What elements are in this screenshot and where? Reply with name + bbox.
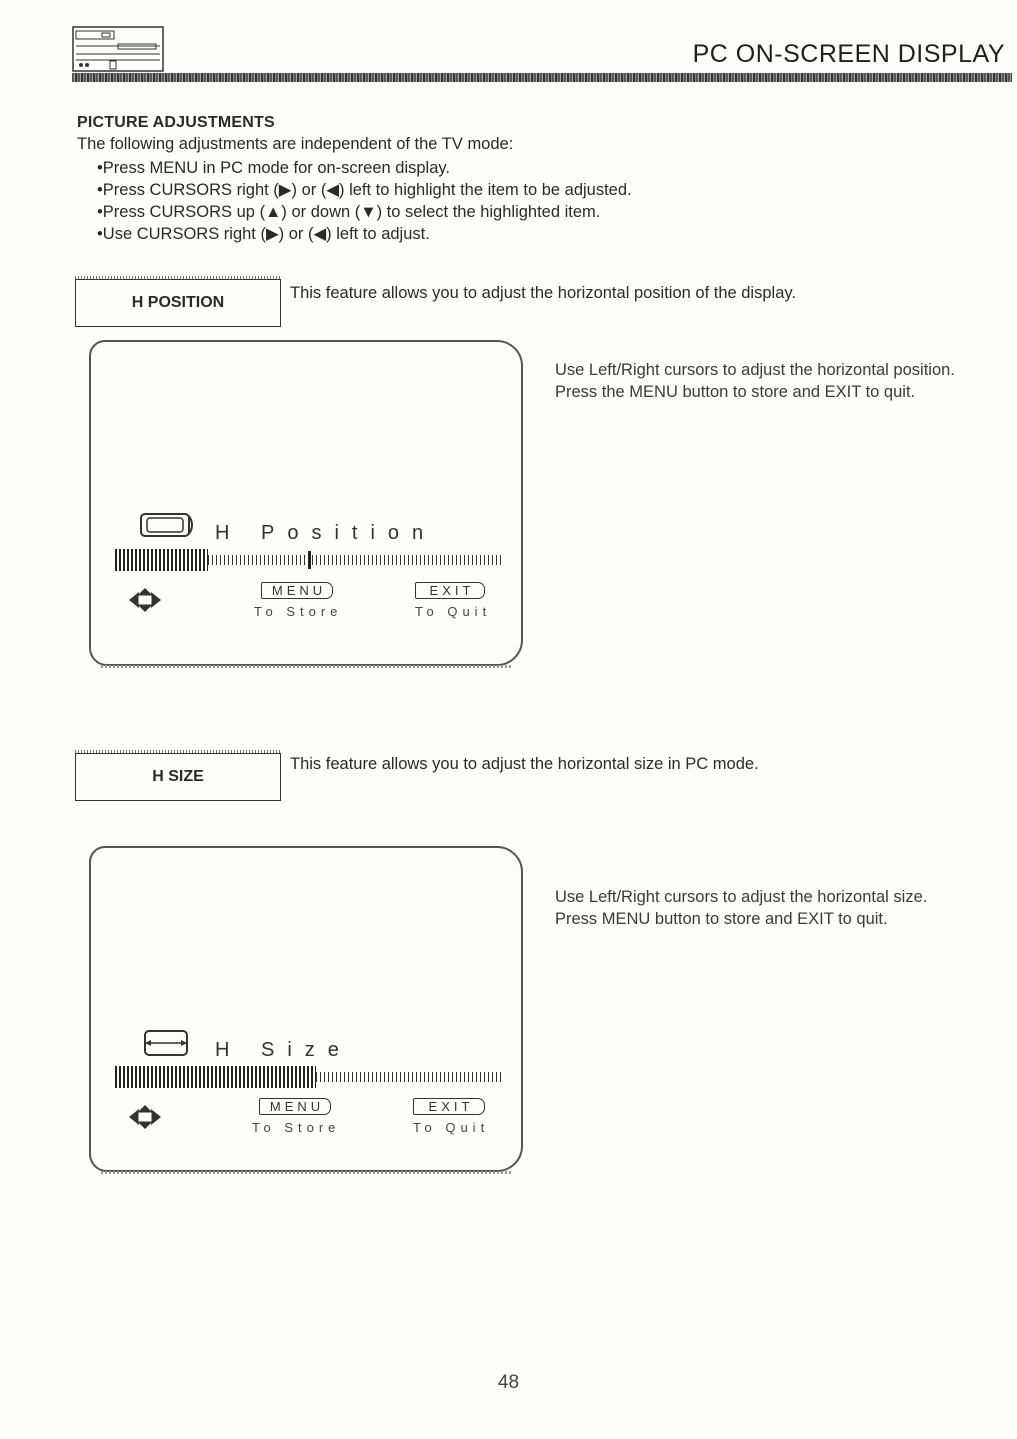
h-size-icon [139, 1028, 195, 1058]
h-size-osd-title: H Size [215, 1039, 352, 1061]
instruction-step: •Press MENU in PC mode for on-screen display. [97, 159, 451, 177]
h-size-label-box: H SIZE [75, 753, 281, 801]
h-position-level-bar [115, 549, 501, 571]
instruction-list [97, 157, 632, 245]
exit-key: EXIT [415, 582, 485, 599]
intro-text: The following adjustments are independent of the TV mode: [77, 135, 514, 153]
h-position-description: This feature allows you to adjust the horizontal position of the display. [290, 284, 796, 302]
instruction-line: Press the MENU button to store and EXIT to quit. [555, 383, 916, 401]
menu-caption: To Store [254, 604, 343, 619]
instruction-step: •Press CURSORS right (▶) or (◀) left to highlight the item to be adjusted. [97, 181, 632, 199]
header-divider [72, 73, 1012, 82]
exit-key: EXIT [413, 1098, 485, 1115]
h-size-description: This feature allows you to adjust the horizontal size in PC mode. [290, 755, 759, 773]
section-heading: PICTURE ADJUSTMENTS [77, 114, 275, 131]
menu-key: MENU [259, 1098, 331, 1115]
cursor-pad-icon [125, 586, 165, 614]
menu-key: MENU [261, 582, 333, 599]
menu-caption: To Store [252, 1120, 341, 1135]
tv-vcr-icon [72, 26, 164, 72]
h-size-instructions [555, 886, 927, 930]
exit-caption: To Quit [413, 1120, 490, 1135]
h-position-osd-title: H Position [215, 522, 437, 544]
page-title: PC ON-SCREEN DISPLAY [692, 40, 1005, 68]
cursor-pad-icon [125, 1103, 165, 1131]
level-bar-track [208, 555, 501, 565]
h-position-icon [139, 510, 195, 540]
h-size-osd-screen [89, 846, 523, 1172]
instruction-step: •Use CURSORS right (▶) or (◀) left to adjust. [97, 225, 430, 243]
level-bar-track [316, 1072, 501, 1082]
h-position-label-box: H POSITION [75, 279, 281, 327]
h-position-instructions [555, 359, 955, 403]
level-bar-center-mark [308, 551, 311, 569]
instruction-step: •Press CURSORS up (▲) or down (▼) to select the highlighted item. [97, 203, 601, 221]
instruction-line: Press MENU button to store and EXIT to quit. [555, 910, 888, 928]
h-position-osd-screen [89, 340, 523, 666]
level-bar-filled [115, 1066, 316, 1088]
instruction-line: Use Left/Right cursors to adjust the horizontal position. [555, 361, 955, 379]
level-bar-filled [115, 549, 208, 571]
instruction-line: Use Left/Right cursors to adjust the horizontal size. [555, 888, 928, 906]
exit-caption: To Quit [415, 604, 492, 619]
h-size-level-bar [115, 1066, 501, 1088]
page-number: 48 [497, 1372, 520, 1393]
